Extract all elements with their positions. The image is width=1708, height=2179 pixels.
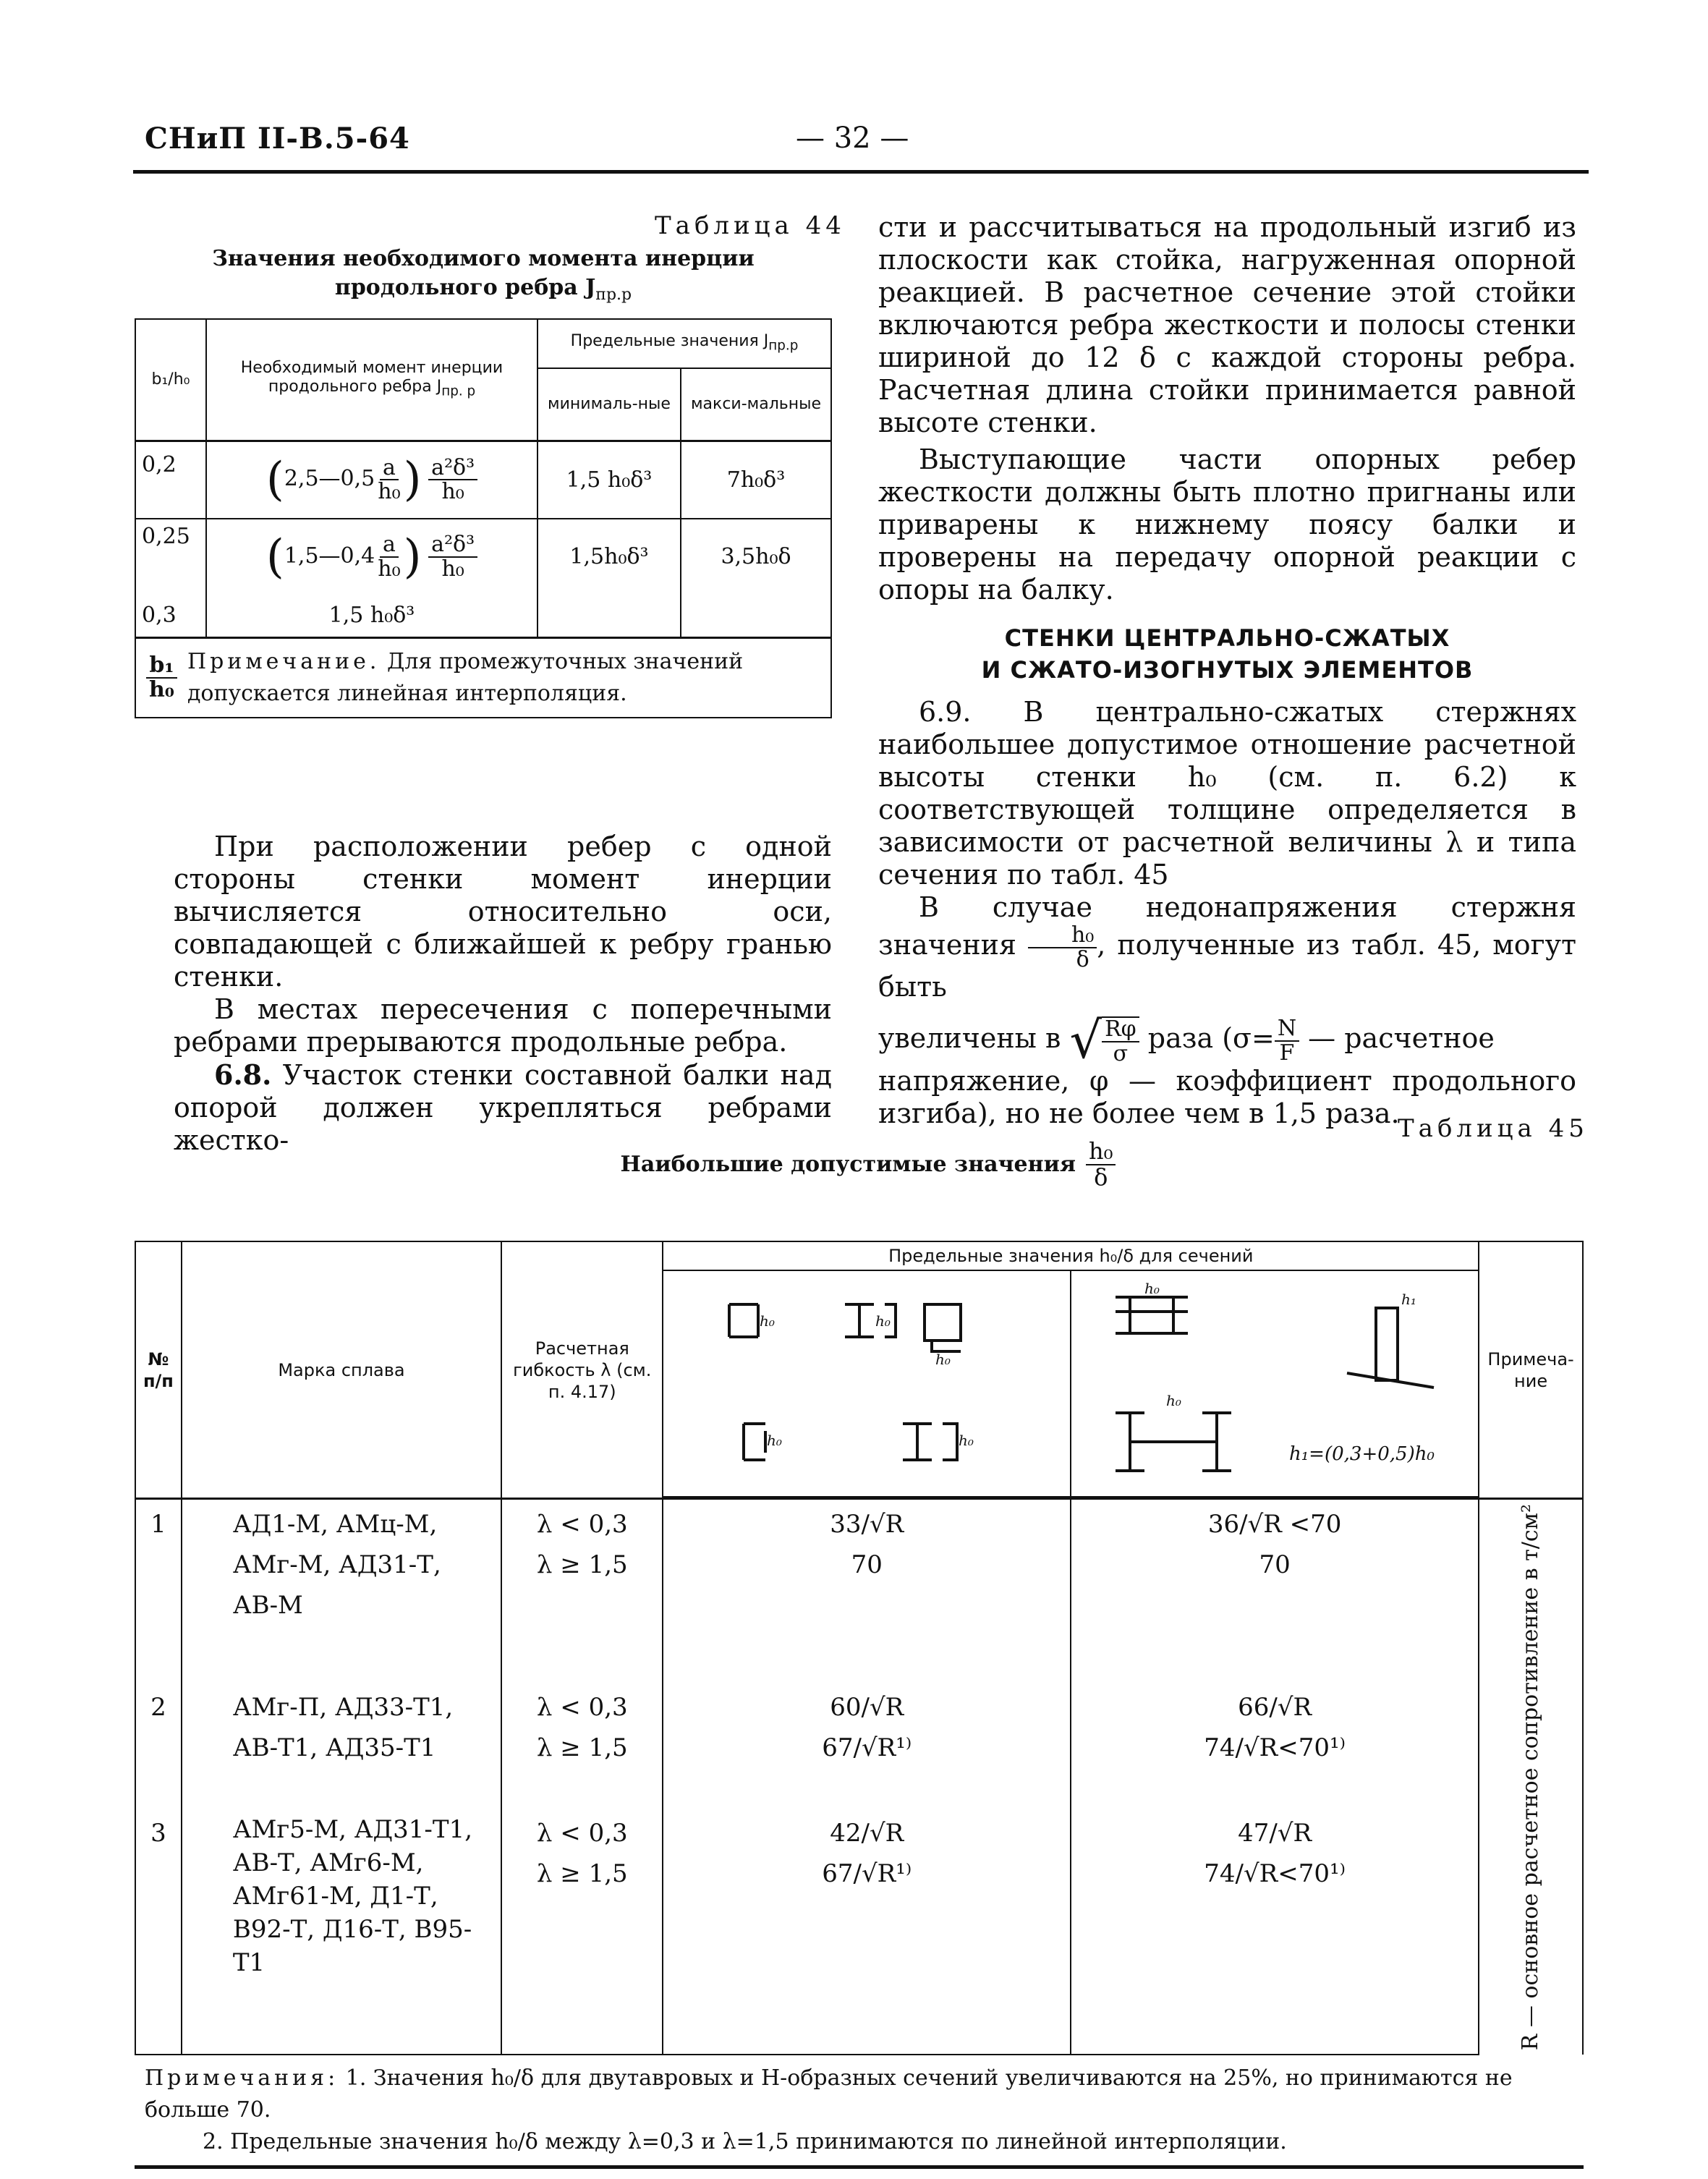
row-value-1: 60/√R 67/√R¹⁾ [663,1683,1071,1809]
row-formula: (1,5—0,4 $\frac{a}{\text{h₀}}$ ) $\frac{\text{a²δ³}}{\text{h₀}}$ [206,519,538,594]
row-value-2: 47/√R 74/√R<70¹⁾ [1071,1809,1479,2055]
col-limits-header: Предельные значения h₀/δ для сечений [663,1241,1479,1270]
svg-text:h₀: h₀ [767,1432,783,1449]
section-group-2-icons [1071,1270,1479,1497]
table-44-note: $\frac{\text{b₁}}{\text{h₀}}$ Примечание. Для промежуточных значений допускается линейная интерполяция. [135,637,831,718]
svg-text:h₀: h₀ [760,1312,776,1330]
paragraph: В случае недонапряжения стержня значения $\frac{\text{h₀}}{\delta}$ , полученные из табл. 45, могут быть [878,891,1576,1003]
header-rule [133,170,1589,174]
row-value-1: 33/√R 70 [663,1499,1071,1683]
table-44-title-line2: продольного ребра $J_{пр.р}$ [334,275,632,304]
row-formula: (2,5—0,5 $\frac{a}{\text{h₀}}$ ) $\frac{\text{a²δ³}}{\text{h₀}}$ [206,441,538,519]
document-code: СНиП II-В.5-64 [145,122,410,156]
page-number: — 32 — [796,122,909,155]
col-max-header: макси-мальные [681,368,831,441]
row-max: 3,5h₀δ [681,519,831,594]
table-row [135,1499,1583,1683]
row-formula: 1,5 h₀δ³ [206,594,538,637]
row-value-1: 42/√R 67/√R¹⁾ [663,1809,1071,2055]
svg-text:h₀: h₀ [935,1351,951,1368]
svg-text:h₀: h₀ [875,1312,891,1330]
col-min-header: минималь-ные [538,368,681,441]
row-alloy: АМг5-М, АД31-Т1, АВ-Т, АМг6-М, АМг61-М, Д1-Т, В92-Т, Д16-Т, В95-Т1 [182,1809,501,2055]
row-ratio: 0,25 [135,519,206,594]
table-44 [135,318,832,718]
table-44-title [135,245,832,310]
paragraph: 6.8. Участок стенки составной балки над опорой должен укрепляться ребрами жестко- [174,1058,832,1156]
table-44-title-line1: Значения необходимого момента инерции [212,246,755,271]
col-alloy-header: Марка сплава [182,1241,501,1499]
row-flex: λ < 0,3 λ ≥ 1,5 [501,1499,663,1683]
col-moment-header: Необходимый момент инерции продольного ребра $J_{пр. р}$ [206,319,538,441]
row-value-2: 36/√R <70 70 [1071,1499,1479,1683]
table-row [135,1809,1583,2055]
paragraph: 6.9. В центрально-сжатых стержнях наибольшее допустимое отношение расчетной высоты стенки h₀ (см. п. 6.2) к соответствующей толщине определяется в зависимости от расчетной величины λ и типа сечения по табл. 45 [878,696,1576,891]
row-flex: λ < 0,3 λ ≥ 1,5 [501,1809,663,2055]
svg-text:h₁=(0,3+0,5)h₀: h₁=(0,3+0,5)h₀ [1289,1443,1435,1465]
paragraph: При расположении ребер с одной стороны стенки момент инерции вычисляется относительно оси, совпадающей с ближайшей к ребру гранью стенки. [174,831,832,993]
table-45-caption: Таблица 45 [1398,1114,1589,1143]
row-min: 1,5 h₀δ³ [538,441,681,519]
col-flex-header: Расчетная гибкость λ (см. п. 4.17) [501,1241,663,1499]
left-column-text [174,831,832,1157]
svg-text:h₀: h₀ [1166,1392,1182,1409]
table-45-title: Наибольшие допустимые значения $\frac{\text{h₀}}{\delta}$ [608,1139,1129,1189]
col-ratio-header: b₁/h₀ [135,319,206,441]
section-heading: СТЕНКИ ЦЕНТРАЛЬНО-СЖАТЫХ И СЖАТО-ИЗОГНУТЫХ ЭЛЕМЕНТОВ [981,624,1474,684]
paragraph: В местах пересечения с поперечными ребрами прерываются продольные ребра. [174,993,832,1058]
svg-text:h₁: h₁ [1401,1291,1417,1308]
section-group-1-icons [663,1270,1071,1497]
svg-text:h₀: h₀ [1144,1280,1160,1297]
col-note-header: Примеча-ние [1479,1241,1583,1499]
row-num: 3 [135,1809,182,2055]
table-row [135,1683,1583,1809]
paragraph: увеличены в √ $\frac{R\varphi}{\sigma}$ раза (σ= $\frac{N}{F}$ — расчетное [878,1011,1495,1070]
table-45 [135,1241,1584,2169]
table-45-notes [135,2055,1584,2165]
row-min: 1,5h₀δ³ [538,519,681,594]
i-channel-sections-icon [679,1272,1055,1489]
table-44-caption: Таблица 44 [655,211,846,240]
row-alloy: АД1-М, АМц-М, АМг-М, АД31-Т, АВ-М [182,1499,501,1683]
row-value-2: 66/√R 74/√R<70¹⁾ [1071,1683,1479,1809]
paragraph: напряжение, φ — коэффициент продольного изгиба), но не более чем в 1,5 раза. [878,1065,1576,1129]
paragraph: Выступающие части опорных ребер жесткости должны быть плотно пригнаны или приварены к нижнему поясу балки и проверены на передачу опорной реакции с опоры на балку. [878,443,1576,606]
bottom-rule [135,2165,1584,2169]
row-ratio: 0,3 [135,594,206,637]
table-45-note-2: 2. Предельные значения h₀/δ между λ=0,3 и λ=1,5 принимаются по линейной интерполяции. [203,2129,1287,2155]
row-num: 2 [135,1683,182,1809]
row-max: 7h₀δ³ [681,441,831,519]
col-limits-header: Предельные значения $J_{пр.р}$ [538,319,831,368]
col-num-header: № п/п [135,1241,182,1499]
row-flex: λ < 0,3 λ ≥ 1,5 [501,1683,663,1809]
table-45-note-1: Примечания: 1. Значения h₀/δ для двутавровых и Н-образных сечений увеличиваются на 25%, но принимаются не больше 70. [145,2065,1513,2123]
welded-sections-icon [1072,1272,1477,1489]
row-num: 1 [135,1499,182,1683]
right-column-text [878,211,1576,1130]
row-alloy: АМг-П, АД33-Т1, АВ-Т1, АД35-Т1 [182,1683,501,1809]
row-max [681,594,831,637]
note-cell: R — основное расчетное сопротивление в т/см² [1479,1499,1583,2055]
svg-text:h₀: h₀ [959,1432,974,1449]
row-min [538,594,681,637]
paragraph: сти и рассчитываться на продольный изгиб из плоскости как стойка, нагруженная опорной реакцией. В расчетное сечение этой стойки включаются ребра жесткости и полосы стенки шириной до 12 δ с каждой стороны ребра. Расчетная длина стойки принимается равной высоте стенки. [878,211,1576,438]
row-ratio: 0,2 [135,441,206,519]
